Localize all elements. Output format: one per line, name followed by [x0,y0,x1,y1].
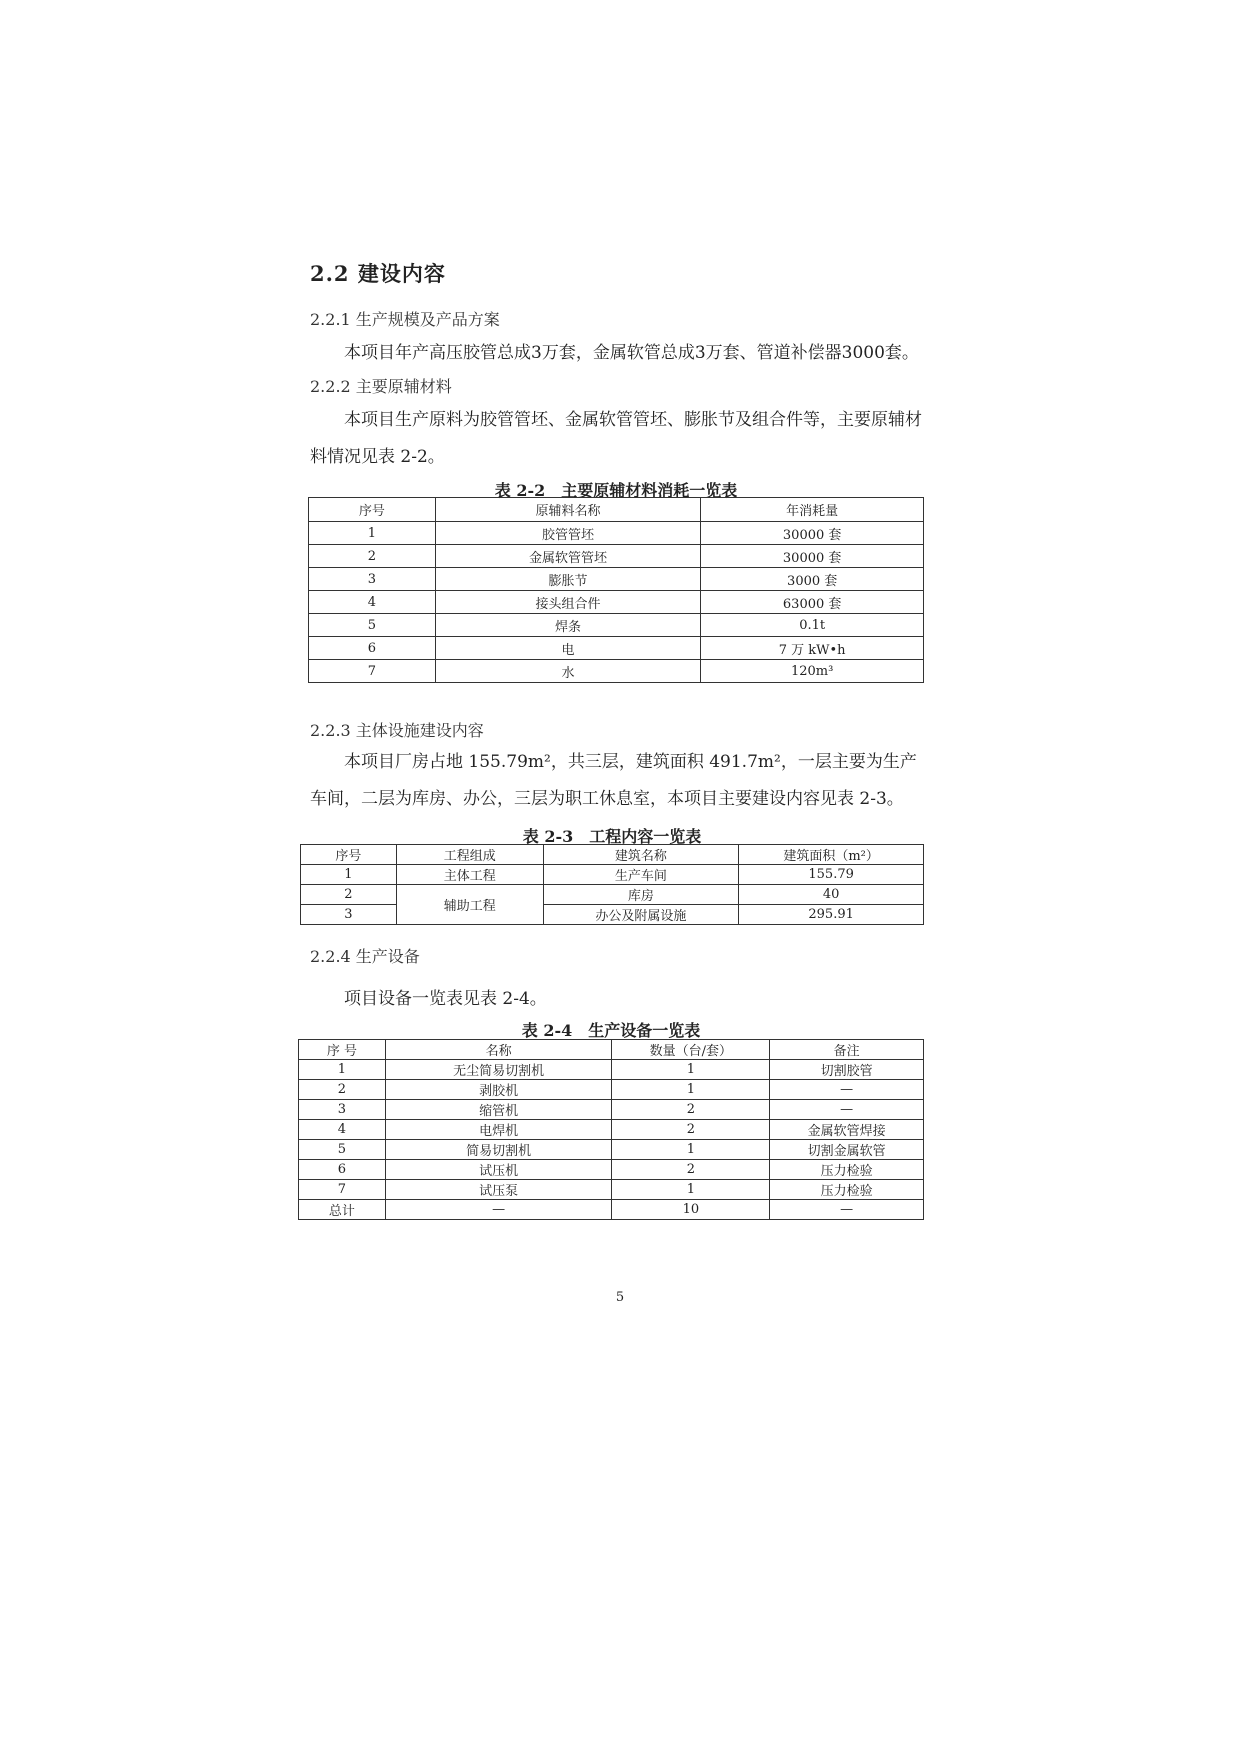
table-row [299,1200,924,1220]
table-cell: 30000 套 [701,522,924,545]
table-cell: 3 [309,568,436,591]
column-header: 建筑名称 [543,845,739,865]
column-header: 序 号 [299,1040,386,1060]
table-row [309,522,924,545]
table-cell: 2 [612,1100,770,1120]
table-row [309,637,924,660]
table-cell: 金属软管管坯 [435,545,701,568]
table-cell: — [770,1200,924,1220]
paragraph-2-2-4: 项目设备一览表见表 2-4。 [344,989,547,1009]
page-number: 5 [615,1290,625,1305]
table-cell: 压力检验 [770,1160,924,1180]
table-row [309,591,924,614]
table-row [299,1060,924,1080]
table-cell: 水 [435,660,701,683]
table-row [309,614,924,637]
table-cell: 总计 [299,1200,386,1220]
heading-2-2-4: 2.2.4 生产设备 [310,947,420,966]
table-cell: 4 [299,1120,386,1140]
table-cell: 3000 套 [701,568,924,591]
table-cell: 4 [309,591,436,614]
table-2-2 [308,497,924,683]
table-cell: 切割金属软管 [770,1140,924,1160]
table-cell: 剥胶机 [385,1080,612,1100]
table-cell: 缩管机 [385,1100,612,1120]
table-cell: 5 [299,1140,386,1160]
table-cell: 膨胀节 [435,568,701,591]
table-cell: 试压泵 [385,1180,612,1200]
table-cell: 3 [301,905,397,925]
table-cell: 63000 套 [701,591,924,614]
table-cell: 1 [309,522,436,545]
table-cell: 无尘简易切割机 [385,1060,612,1080]
section-title: 2.2 建设内容 [310,261,446,286]
table-cell: 1 [301,865,397,885]
table-row [299,1160,924,1180]
table-cell: — [770,1100,924,1120]
column-header: 工程组成 [396,845,543,865]
table-row [299,1140,924,1160]
table-cell: 0.1t [701,614,924,637]
heading-2-2-1: 2.2.1 生产规模及产品方案 [310,310,500,329]
heading-2-2-2: 2.2.2 主要原辅材料 [310,377,452,396]
table-cell: 120m³ [701,660,924,683]
table-cell: 2 [309,545,436,568]
table-cell: 1 [612,1060,770,1080]
table-cell: 155.79 [739,865,924,885]
column-header: 备注 [770,1040,924,1060]
column-header: 数量（台/套） [612,1040,770,1060]
table-cell: 生产车间 [543,865,739,885]
table-cell: 压力检验 [770,1180,924,1200]
table-row [309,660,924,683]
table-2-2-header [309,498,924,522]
table-cell: 1 [612,1140,770,1160]
table-cell: 2 [301,885,397,905]
table-cell: 7 [309,660,436,683]
table-row [299,1100,924,1120]
table-cell: 5 [309,614,436,637]
table-2-3 [300,844,924,925]
table-cell: 3 [299,1100,386,1120]
table-cell: 6 [299,1160,386,1180]
heading-2-2-3: 2.2.3 主体设施建设内容 [310,721,484,740]
table-cell: 10 [612,1200,770,1220]
paragraph-2-2-3: 本项目厂房占地 155.79m²，共三层，建筑面积 491.7m²，一层主要为生产车间，二层为库房、办公，三层为职工休息室，本项目主要建设内容见表 2-3。 [310,752,917,809]
table-cell: 1 [299,1060,386,1080]
table-cell: 主体工程 [396,865,543,885]
table-cell: 1 [612,1080,770,1100]
table-2-3-caption: 表 2-3 工程内容一览表 [522,827,702,846]
table-cell: 辅助工程 [396,885,543,925]
table-cell: 2 [612,1120,770,1140]
table-cell: 7 万 kW•h [701,637,924,660]
table-cell: 电焊机 [385,1120,612,1140]
column-header: 名称 [385,1040,612,1060]
table-2-4-caption: 表 2-4 生产设备一览表 [521,1021,701,1040]
table-row [299,1080,924,1100]
table-cell: 电 [435,637,701,660]
table-2-3-header [301,845,924,865]
column-header: 建筑面积（m²） [739,845,924,865]
column-header: 原辅料名称 [435,498,701,522]
table-cell: 切割胶管 [770,1060,924,1080]
column-header: 年消耗量 [701,498,924,522]
column-header: 序号 [301,845,397,865]
table-cell: 金属软管焊接 [770,1120,924,1140]
table-2-4-header [299,1040,924,1060]
paragraph-2-2-2: 本项目生产原料为胶管管坯、金属软管管坯、膨胀节及组合件等，主要原辅材料情况见表 2-2。 [310,410,922,467]
table-row [301,905,924,925]
table-cell: 30000 套 [701,545,924,568]
table-cell: 1 [612,1180,770,1200]
table-row [301,865,924,885]
table-cell: 焊条 [435,614,701,637]
column-header: 序号 [309,498,436,522]
table-2-2-caption: 表 2-2 主要原辅材料消耗一览表 [494,481,738,500]
table-cell: 试压机 [385,1160,612,1180]
table-row [299,1120,924,1140]
table-cell: 40 [739,885,924,905]
table-cell: 办公及附属设施 [543,905,739,925]
table-cell: — [385,1200,612,1220]
table-cell: 接头组合件 [435,591,701,614]
table-row [299,1180,924,1200]
table-cell: 库房 [543,885,739,905]
table-row [309,545,924,568]
table-cell: 2 [299,1080,386,1100]
table-row [309,568,924,591]
table-row [301,885,924,905]
table-cell: 简易切割机 [385,1140,612,1160]
table-cell: 295.91 [739,905,924,925]
table-cell: — [770,1080,924,1100]
table-2-4 [298,1039,924,1220]
table-cell: 2 [612,1160,770,1180]
table-cell: 胶管管坯 [435,522,701,545]
table-cell: 7 [299,1180,386,1200]
paragraph-2-2-1: 本项目年产高压胶管总成3万套，金属软管总成3万套、管道补偿器3000套。 [344,343,919,363]
table-cell: 6 [309,637,436,660]
